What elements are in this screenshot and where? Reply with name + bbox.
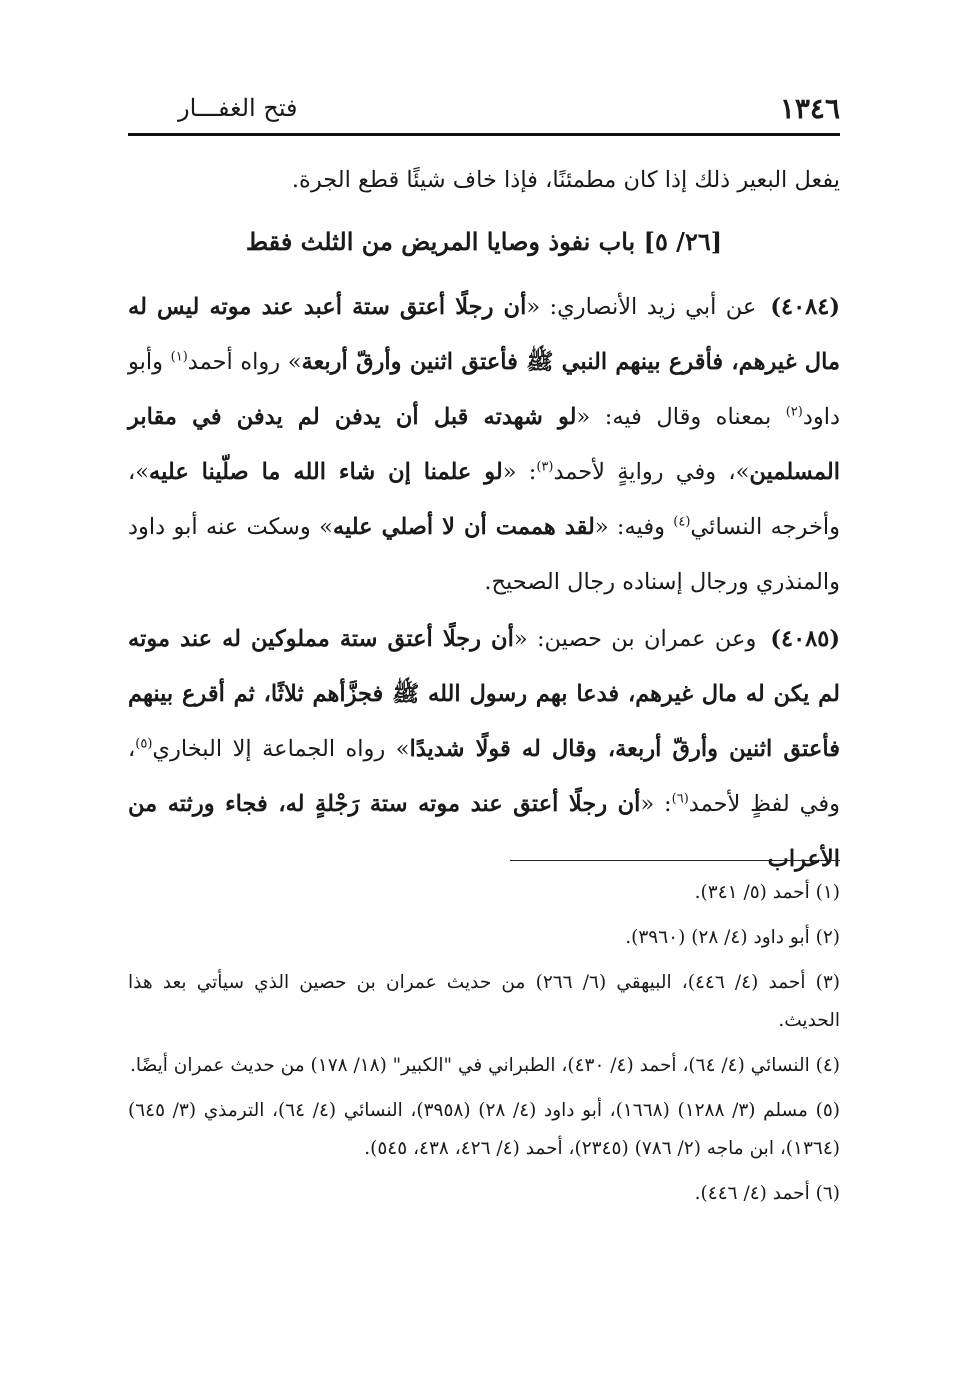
footnote-marker: (٦)	[671, 791, 689, 807]
hadith-text: » رواه أحمد	[187, 349, 302, 375]
footnote: (٥) مسلم (٣/ ١٢٨٨) (١٦٦٨)، أبو داود (٤/ ٢٨) (٣٩٥٨)، النسائي (٤/ ٦٤)، الترمذي (٣/ ٦٤٥) (١٣٦٤)، ابن ماجه (٢/ ٧٨٦) (٢٣٤٥)، أحمد (٤/ ٤٢٦، ٤٣٨، ٥٤٥).	[128, 1100, 840, 1159]
footnote-marker: (٣)	[536, 459, 554, 475]
hadith-text: : «	[640, 791, 672, 817]
footnote: (٣) أحمد (٤/ ٤٤٦)، البيهقي (٦/ ٢٦٦) من حديث عمران بن حصين الذي سيأتي بعد هذا الحديث.	[128, 972, 841, 1031]
hadith-quote: أن رجلًا أعتق ستة مملوكين له عند موته لم يكن له مال غيرهم، فدعا بهم رسول الله ﷺ فجزَّأهم ثلاثًا، ثم أقرع بينهم فأعتق اثنين وأرقّ أربعة، وقال له قولًا شديدًا	[128, 626, 840, 762]
hadith-text: وعن عمران بن حصين: «	[513, 626, 757, 652]
footnote: (٢) أبو داود (٤/ ٢٨) (٣٩٦٠).	[625, 927, 840, 948]
footnote-marker: (١)	[170, 349, 188, 365]
hadith-paragraph	[128, 612, 840, 887]
hadith-text: » وسكت عنه أبو داود والمنذري ورجال إسناده رجال الصحيح.	[128, 514, 840, 595]
running-header	[128, 92, 840, 132]
hadith-quote: لو علمنا إن شاء الله ما صلّينا عليه	[149, 459, 503, 485]
continuation-text: يفعل البعير ذلك إذا كان مطمئنًا، فإذا خاف شيئًا قطع الجرة.	[291, 167, 840, 193]
hadith-text: بمعناه وقال فيه: «	[576, 404, 786, 430]
footnotes	[128, 874, 840, 1220]
hadith-text: »، وأخرجه النسائي	[128, 459, 840, 540]
hadith-quote: لقد هممت أن لا أصلي عليه	[332, 514, 595, 540]
footnote: (٦) أحمد (٤/ ٤٤٦).	[694, 1183, 840, 1204]
header-rule	[128, 133, 840, 136]
hadith-quote: لو شهدته قبل أن يدفن لم يدفن في مقابر المسلمين	[128, 404, 840, 485]
book-title: فتح الغفـــار	[178, 94, 298, 122]
footnote: (٤) النسائي (٤/ ٦٤)، أحمد (٤/ ٤٣٠)، الطبراني في "الكبير" (١٨/ ١٧٨) من حديث عمران أيضًا.	[130, 1055, 840, 1076]
hadith-number: (٤٠٨٤)	[770, 294, 840, 320]
footnote-marker: (٥)	[135, 736, 153, 752]
page-number: ١٣٤٦	[779, 92, 840, 125]
chapter-heading: [٢٦/ ٥] باب نفوذ وصايا المريض من الثلث فقط	[245, 227, 723, 256]
hadith-text: وفيه: «	[594, 514, 674, 540]
hadith-text: » رواه الجماعة إلا البخاري	[152, 736, 410, 762]
hadith-paragraph	[128, 280, 840, 610]
footnote-marker: (٢)	[785, 404, 803, 420]
hadith-quote: أن رجلًا أعتق ستة أعبد عند موته ليس له مال غيرهم، فأقرع بينهم النبي ﷺ فأعتق اثنين وأرقّ أربعة	[128, 294, 840, 375]
footnote-separator	[510, 860, 840, 861]
hadith-number: (٤٠٨٥)	[770, 626, 840, 652]
hadith-text: ، وفي لفظٍ لأحمد	[128, 736, 841, 817]
hadith-text: : «	[502, 459, 537, 485]
footnote-marker: (٤)	[673, 514, 691, 530]
hadith-text: عن أبي زيد الأنصاري: «	[526, 294, 757, 320]
hadith-quote: أن رجلًا أعتق عند موته ستة رَجْلةٍ له، فجاء ورثته من الأعراب	[128, 791, 840, 872]
hadith-text: »، وفي روايةٍ لأحمد	[553, 459, 750, 485]
hadith-text: وأبو داود	[128, 349, 840, 430]
footnote: (١) أحمد (٥/ ٣٤١).	[694, 882, 840, 903]
